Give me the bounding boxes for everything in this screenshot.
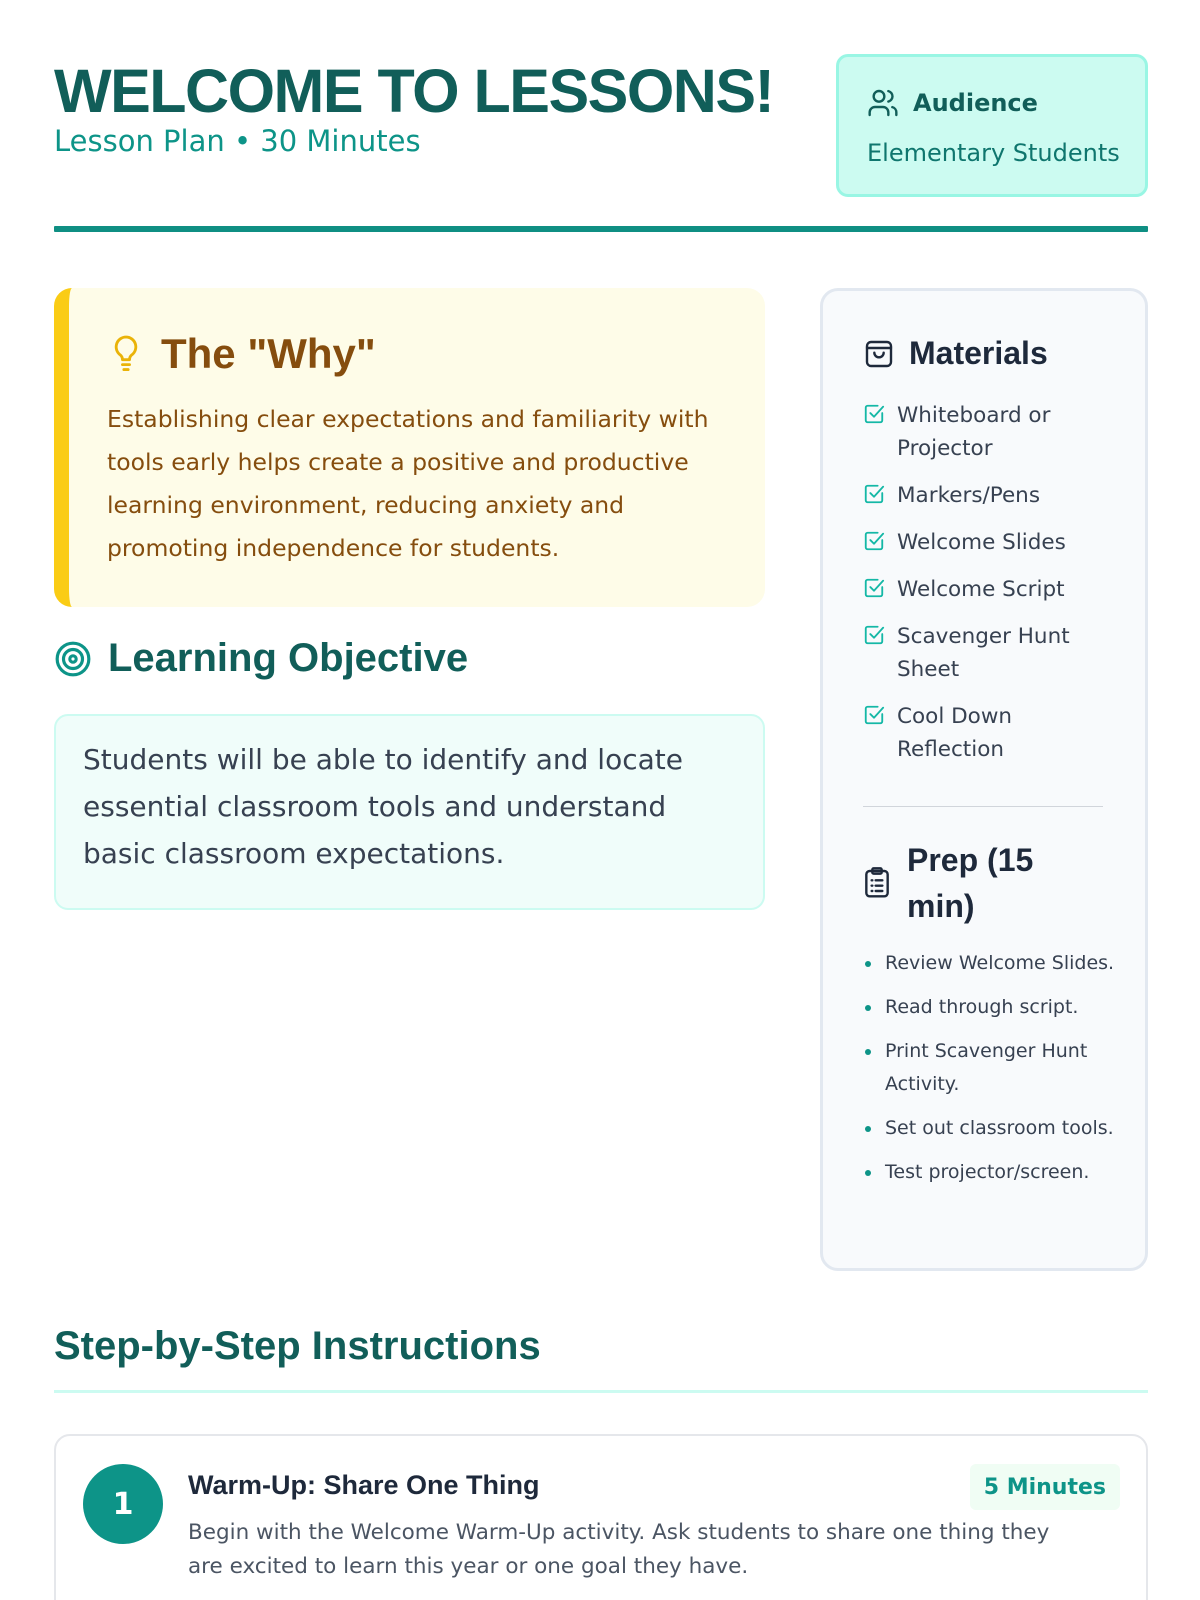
material-item (863, 573, 1113, 606)
clipboard-icon (863, 867, 891, 899)
materials-title: Materials (909, 335, 1048, 371)
check-square-icon (863, 403, 885, 425)
side-panel (820, 288, 1148, 1271)
prep-item: Print Scavenger Hunt Activity. (863, 1035, 1115, 1101)
step-title: Warm-Up: Share One Thing (188, 1470, 540, 1500)
material-label: Scavenger Hunt Sheet (897, 624, 1070, 682)
check-square-icon (863, 577, 885, 599)
objective-title: Learning Objective (108, 636, 469, 680)
audience-card (836, 54, 1148, 197)
check-square-icon (863, 483, 885, 505)
audience-value: Elementary Students (867, 139, 1120, 167)
material-label: Cool Down Reflection (897, 704, 1013, 762)
step-description: Begin with the Welcome Warm-Up activity. Ask students to share one thing they are excited to learn this year or one goal they have. (188, 1520, 1050, 1579)
materials-header (863, 335, 1048, 372)
prep-item: Test projector/screen. (863, 1156, 1115, 1189)
material-item (863, 620, 1113, 686)
prep-item: Read through script. (863, 991, 1115, 1024)
material-label: Markers/Pens (897, 483, 1041, 508)
check-square-icon (863, 704, 885, 726)
page-subtitle: Lesson Plan • 30 Minutes (54, 124, 421, 158)
step-card (54, 1434, 1148, 1600)
step-duration-badge: 5 Minutes (970, 1464, 1120, 1510)
materials-list (863, 399, 1113, 780)
steps-title: Step-by-Step Instructions (54, 1324, 541, 1368)
material-item (863, 479, 1113, 512)
lightbulb-icon (109, 334, 143, 374)
material-label: Welcome Script (897, 577, 1065, 602)
header (54, 52, 1148, 232)
prep-title: Prep (15 min) (907, 842, 1034, 924)
material-item (863, 700, 1113, 766)
why-card (54, 288, 765, 607)
why-text: Establishing clear expectations and familiarity with tools early helps create a positive and productive learning environment, reducing anxiety and promoting independence for students. (107, 405, 709, 562)
material-label: Welcome Slides (897, 530, 1066, 555)
users-icon (867, 87, 899, 119)
check-square-icon (863, 530, 885, 552)
prep-item: Set out classroom tools. (863, 1112, 1115, 1145)
why-title: The "Why" (161, 330, 376, 377)
header-divider (54, 226, 1148, 232)
audience-label: Audience (913, 89, 1038, 117)
check-square-icon (863, 624, 885, 646)
objective-card (54, 714, 765, 910)
prep-header (863, 837, 1067, 929)
audience-header (867, 87, 1038, 119)
material-label: Whiteboard or Projector (897, 403, 1051, 461)
material-item (863, 399, 1113, 465)
prep-item: Review Welcome Slides. (863, 947, 1115, 980)
page-title: WELCOME TO LESSONS! (54, 57, 774, 125)
side-divider (863, 806, 1103, 807)
target-icon (54, 640, 92, 678)
step-number-badge: 1 (83, 1464, 163, 1544)
prep-list (863, 947, 1115, 1200)
objective-header (54, 636, 468, 681)
why-header (109, 330, 376, 378)
material-item (863, 526, 1113, 559)
bag-icon (863, 337, 895, 371)
steps-divider (54, 1390, 1148, 1393)
objective-text: Students will be able to identify and locate essential classroom tools and understand basic classroom expectations. (83, 743, 683, 870)
